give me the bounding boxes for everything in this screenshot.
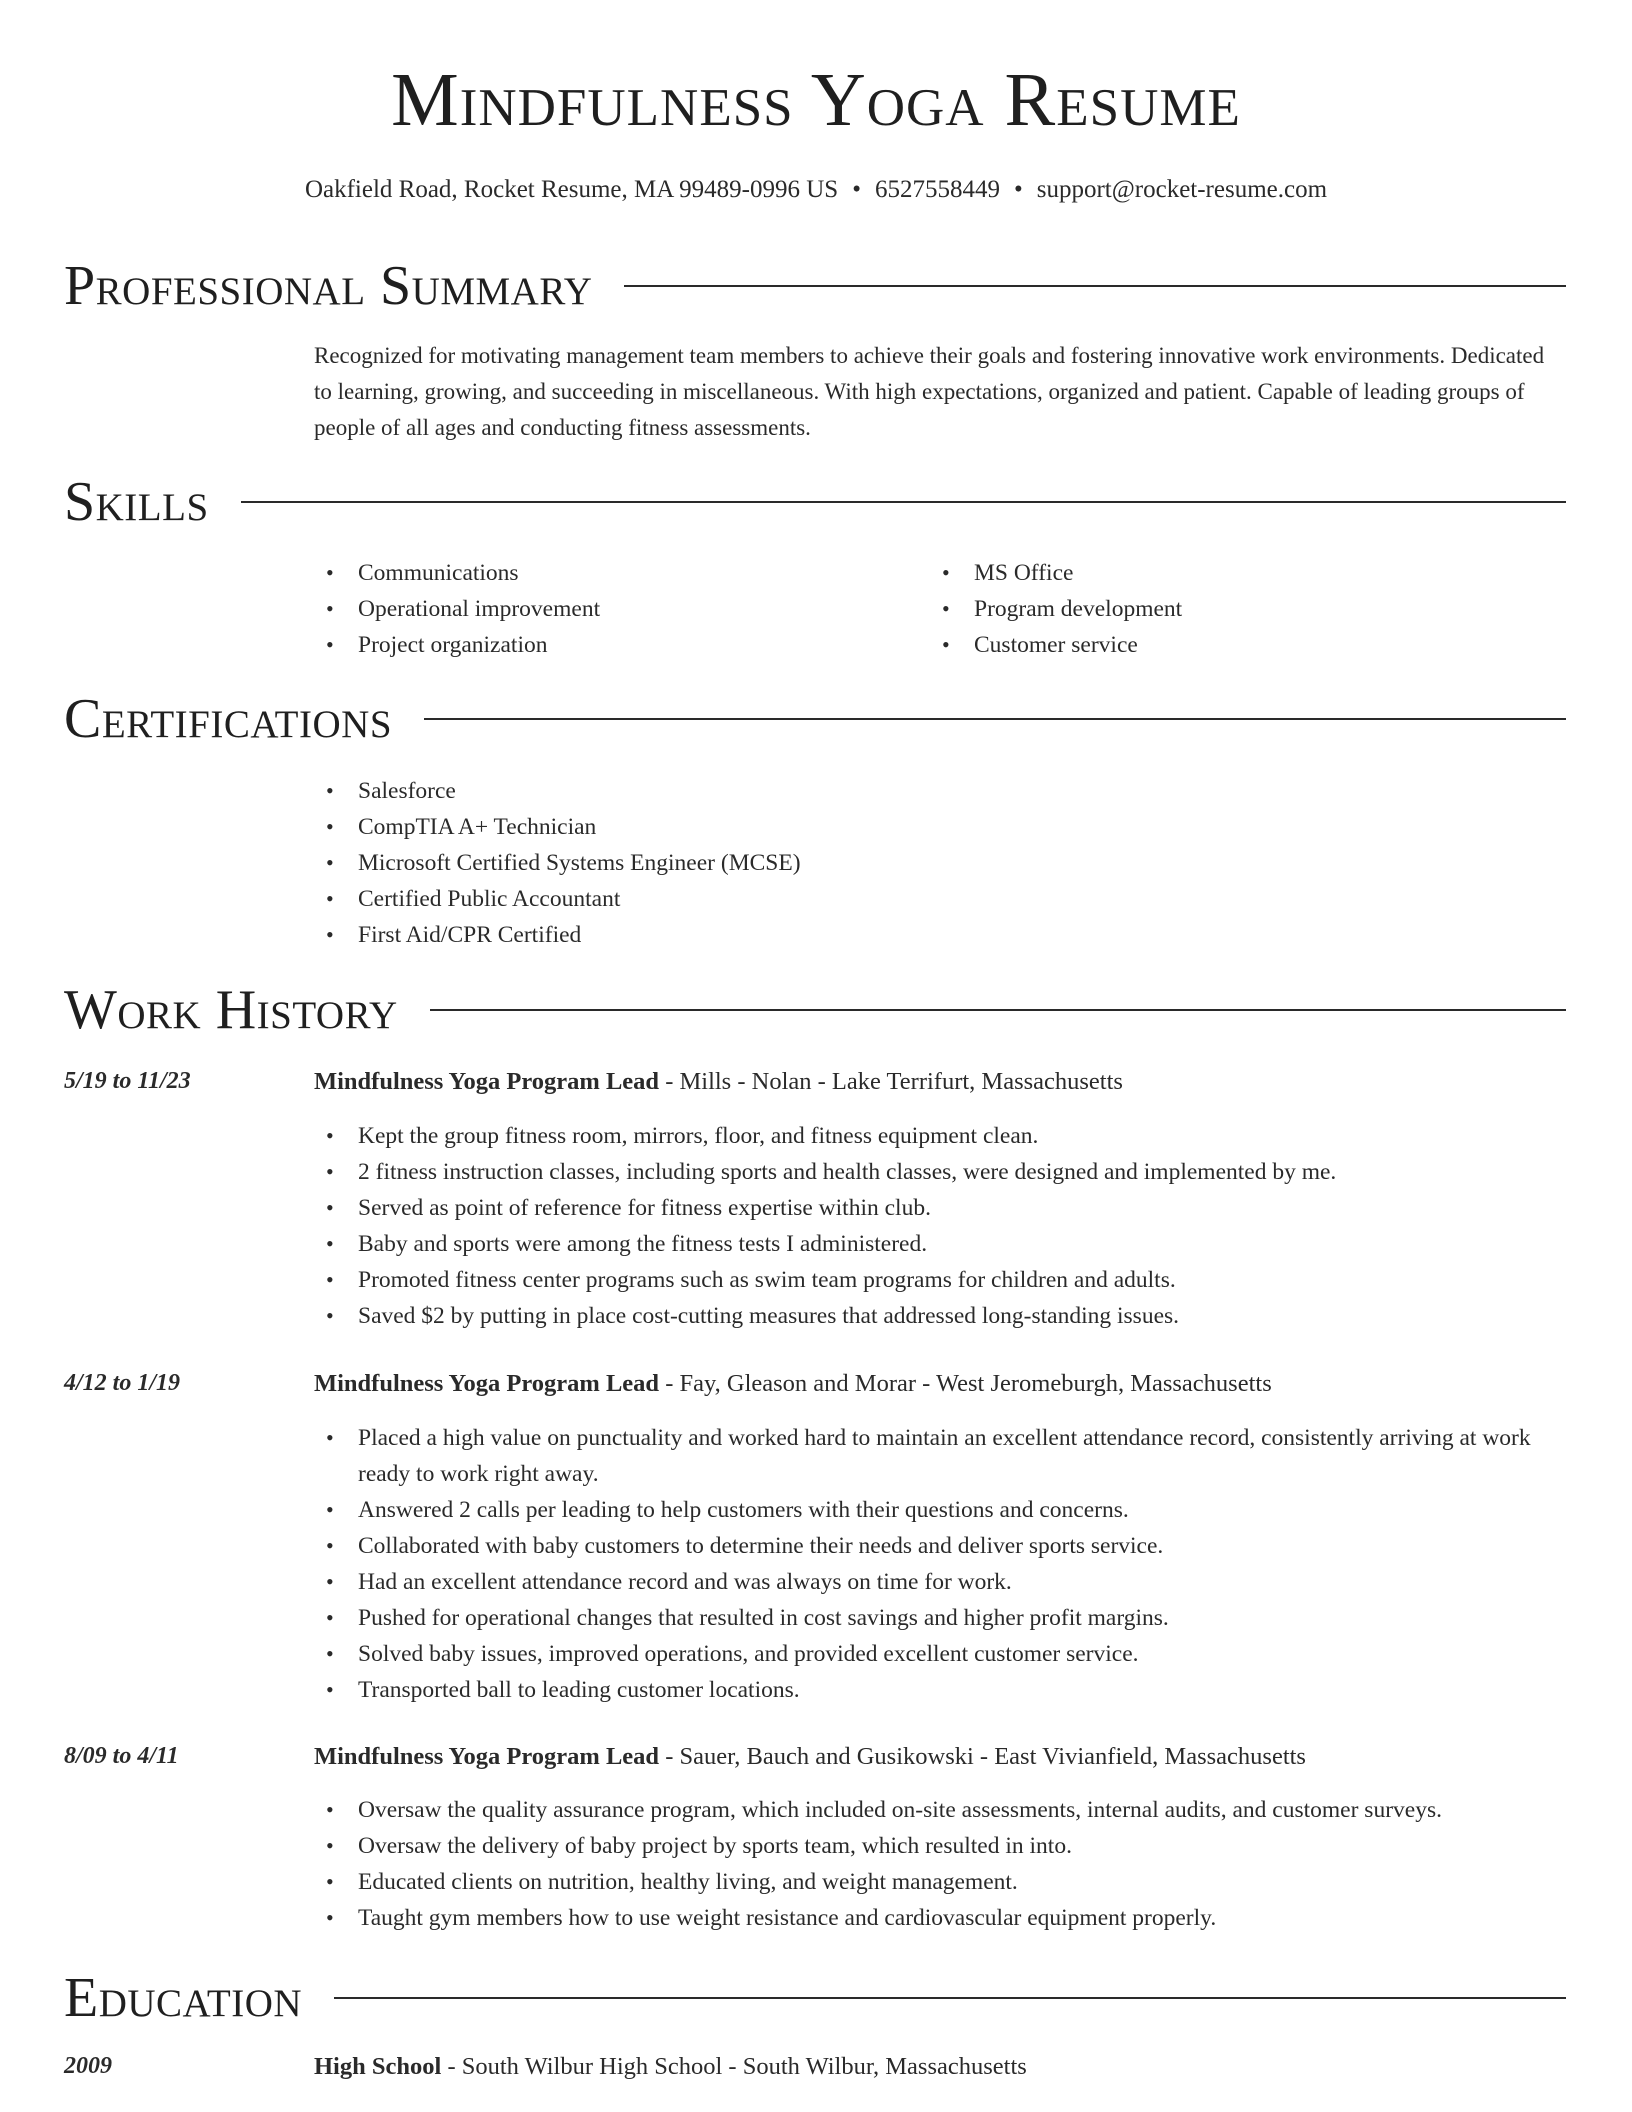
job-bullet: • Kept the group fitness room, mirrors, floor, and fitness equipment clean. <box>314 1118 1566 1154</box>
section-title: Skills <box>64 471 209 533</box>
job-bullet: • Had an excellent attendance record and was always on time for work. <box>314 1564 1566 1600</box>
contact-email: support@rocket-resume.com <box>1036 176 1328 203</box>
contact-phone: 6527558449 <box>874 176 1000 203</box>
job-bullet: • Saved $2 by putting in place cost-cutting measures that addressed long-standing issues. <box>314 1298 1566 1334</box>
section-title: Education <box>64 1967 303 2029</box>
job-bullet: • Promoted fitness center programs such as swim team programs for children and adults. <box>314 1262 1566 1298</box>
job-company: - Sauer, Bauch and Gusikowski - East Vivianfield, Massachusetts <box>659 1743 1306 1770</box>
job-role: Mindfulness Yoga Program Lead <box>314 1370 660 1397</box>
section-header-summary <box>64 255 1566 317</box>
job-company: - Fay, Gleason and Morar - West Jeromeburgh, Massachusetts <box>659 1370 1272 1397</box>
summary-text: Recognized for motivating management team members to achieve their goals and fostering innovative work environments. Dedicated to learning, growing, and succeeding in miscellaneous. With high expectations, organized and patient. Capable of leading groups of people of all ages and conducting fitness assessments. <box>314 343 1545 440</box>
job-bullet: • Collaborated with baby customers to determine their needs and deliver sports service. <box>314 1528 1566 1564</box>
certification-item: • Certified Public Accountant <box>314 881 1414 917</box>
section-title: Certifications <box>64 688 393 750</box>
skill-item: • Operational improvement <box>314 591 914 627</box>
job-bullets <box>314 1792 1566 1936</box>
certification-item: • CompTIA A+ Technician <box>314 809 1414 845</box>
contact-address: Oakfield Road, Rocket Resume, MA 99489-0996 US <box>304 176 839 203</box>
job-bullet: • 2 fitness instruction classes, including sports and health classes, were designed and implemented by me. <box>314 1154 1566 1190</box>
education-degree: High School <box>314 2053 442 2080</box>
job-bullet: • Educated clients on nutrition, healthy living, and weight management. <box>314 1864 1566 1900</box>
job-bullets <box>314 1420 1566 1708</box>
contact-line <box>0 176 1632 204</box>
job-bullet: • Placed a high value on punctuality and worked hard to maintain an excellent attendance record, consistently arriving at work ready to work right away. <box>314 1420 1566 1492</box>
section-header-education <box>64 1967 1566 2029</box>
certification-item: • Microsoft Certified Systems Engineer (MCSE) <box>314 845 1414 881</box>
skill-item: • Communications <box>314 555 914 591</box>
job-bullet: • Oversaw the quality assurance program, which included on-site assessments, internal audits, and customer surveys. <box>314 1792 1566 1828</box>
section-divider <box>424 718 1566 720</box>
skills-list-left <box>314 555 914 663</box>
job-heading <box>314 1370 1272 1398</box>
job-dates: 5/19 to 11/23 <box>64 1068 191 1094</box>
section-title: Work History <box>64 979 398 1041</box>
section-header-skills <box>64 471 1566 533</box>
job-bullet: • Solved baby issues, improved operations, and provided excellent customer service. <box>314 1636 1566 1672</box>
job-bullet: • Baby and sports were among the fitness tests I administered. <box>314 1226 1566 1262</box>
job-dates: 8/09 to 4/11 <box>64 1743 179 1769</box>
section-divider <box>624 285 1566 287</box>
skill-item: • Project organization <box>314 627 914 663</box>
skills-list-right <box>930 555 1530 663</box>
skill-item: • MS Office <box>930 555 1530 591</box>
education-year: 2009 <box>64 2053 112 2079</box>
contact-separator: • <box>852 176 861 203</box>
section-divider <box>430 1009 1566 1011</box>
section-divider <box>334 1997 1566 1999</box>
certification-item: • First Aid/CPR Certified <box>314 917 1414 953</box>
section-divider <box>241 501 1566 503</box>
certification-item: • Salesforce <box>314 773 1414 809</box>
job-bullet: • Taught gym members how to use weight resistance and cardiovascular equipment properly. <box>314 1900 1566 1936</box>
job-bullets <box>314 1118 1566 1334</box>
job-bullet: • Pushed for operational changes that resulted in cost savings and higher profit margins. <box>314 1600 1566 1636</box>
job-heading <box>314 1743 1306 1771</box>
resume-name: Mindfulness Yoga Resume <box>391 58 1241 142</box>
education-heading <box>314 2053 1027 2081</box>
education-school: - South Wilbur High School - South Wilbur, Massachusetts <box>441 2053 1027 2080</box>
job-bullet: • Oversaw the delivery of baby project by sports team, which resulted in into. <box>314 1828 1566 1864</box>
job-bullet: • Served as point of reference for fitness expertise within club. <box>314 1190 1566 1226</box>
skill-item: • Customer service <box>930 627 1530 663</box>
section-header-work-history <box>64 979 1566 1041</box>
job-role: Mindfulness Yoga Program Lead <box>314 1743 660 1770</box>
job-heading <box>314 1068 1123 1096</box>
section-title: Professional Summary <box>64 255 593 317</box>
skill-item: • Program development <box>930 591 1530 627</box>
section-header-certifications <box>64 688 1566 750</box>
certifications-list <box>314 773 1414 953</box>
contact-separator: • <box>1013 176 1023 203</box>
job-bullet: • Transported ball to leading customer locations. <box>314 1672 1566 1708</box>
job-company: - Mills - Nolan - Lake Terrifurt, Massachusetts <box>659 1068 1123 1095</box>
job-role: Mindfulness Yoga Program Lead <box>314 1068 660 1095</box>
job-dates: 4/12 to 1/19 <box>64 1370 181 1396</box>
job-bullet: • Answered 2 calls per leading to help customers with their questions and concerns. <box>314 1492 1566 1528</box>
